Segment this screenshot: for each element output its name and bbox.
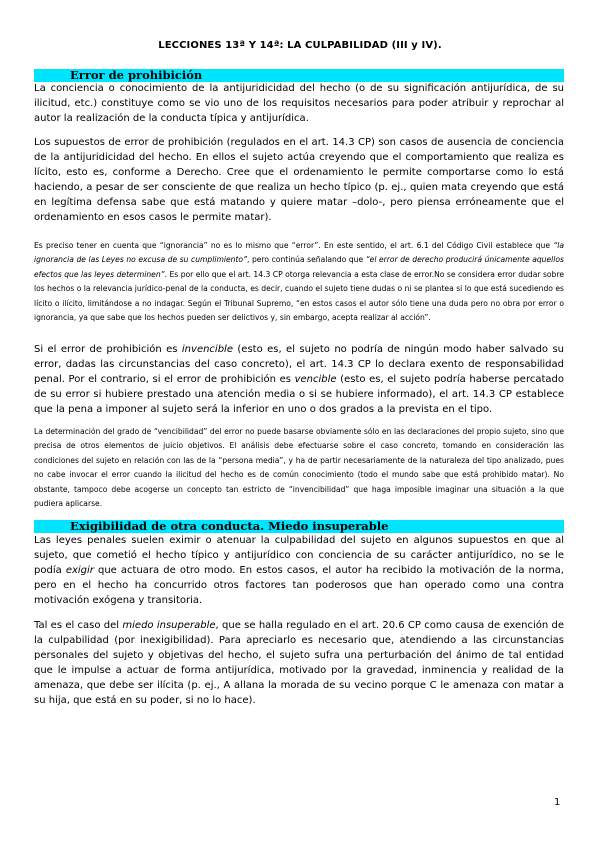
term-exigir: exigir: [65, 565, 94, 576]
heading-error-de-prohibicion: Error de prohibición: [34, 69, 564, 82]
document-title: LECCIONES 13ª Y 14ª: LA CULPABILIDAD (III y IV).: [158, 40, 442, 51]
term-miedo-insuperable: miedo insuperable: [122, 620, 216, 631]
note-ignorancia-error: Es preciso tener en cuenta que “ignorancia” no es lo mismo que “error”. En este sentido, el art. 6.1 del Código Civil establece que “la ignorancia de las Leyes no excusa de su cumplimiento”, pero continúa señalando que “el error de derecho producirá únicamente aquellos efectos que las leyes determinen”. Es por ello que el art. 14.3 CP otorga relevancia a esta clase de error.No se considera error dudar sobre los hechos o la relevancia jurídico-penal de la conducta, es decir, cuando el sujeto tiene dudas o ni se plantea si lo que está sucediendo es lícito o ilícito, limitándose a no indagar. Según el Tribunal Supremo, “en estos casos el autor sólo tiene una duda pero no obra por error o ignorancia, ya que sabe que los hechos pueden ser delictivos y, sin embargo, acepta realizar al acción”.: [34, 241, 565, 323]
paragraph-exigibilidad: Las leyes penales suelen eximir o atenuar la culpabilidad del sujeto en algunos supuestos en que al sujeto, que cometió el hecho típico y antijurídico con conciencia de su carácter antijurídico, no se le podía exigir que actuara de otro modo. En estos casos, el autor ha recibido la motivación de la norma, pero en el hecho ha concurrido otros factores tan poderosos que han operado como una contra motivación exógena y transitoria.: [34, 535, 564, 606]
paragraph-supuestos-error: Los supuestos de error de prohibición (regulados en el art. 14.3 CP) son casos de ausencia de conciencia de la antijuridicidad del hecho. En ellos el sujeto actúa creyendo que el comportamiento que realiza es lícito, esto es, conforme a Derecho. Cree que el ordenamiento le permite comportarse como lo está haciendo, a pesar de ser consciente de que realiza un hecho típico (p. ej., quien mata creyendo que está en legítima defensa sabe que está matando y quiere matar –dolo-, pero piensa erróneamente que el ordenamiento en esos casos le permite matar).: [34, 137, 564, 223]
quote-codigo-civil-1: “la ignorancia de las Leyes no excusa de su cumplimiento”: [34, 241, 564, 265]
paragraph-invencible-vencible: Si el error de prohibición es invencible (esto es, el sujeto no podría de ningún modo haber salvado su error, dadas las circunstancias del caso concreto), el art. 14.3 CP lo declara exento de responsabilidad penal. Por el contrario, si el error de prohibición es vencible (esto es, el sujeto podría haberse percatado de su error si hubiere prestado una atención media o si se hubiere informado), el art. 14.3 CP establece que la pena a imponer al sujeto será la inferior en uno o dos grados a la prevista en el tipo.: [34, 344, 564, 415]
heading-exigibilidad: Exigibilidad de otra conducta. Miedo insuperable: [34, 520, 564, 533]
note-vencibilidad: La determinación del grado de “vencibilidad” del error no puede basarse obviamente sólo en las declaraciones del propio sujeto, sino que precisa de otros elementos de juicio objetivos. El análisis debe efectuarse sobre el caso concreto, tomando en consideración las condiciones del sujeto en relación con las de la “persona media”, y ha de partir necesariamente de la naturaleza del tipo analizado, pues no cabe invocar el error cuando la ilicitud del hecho es de común conocimiento (todo el mundo sabe que está prohibido matar). No obstante, tampoco debe acogerse un concepto tan estricto de “invencibilidad” que haga imposible imaginar una situación a la que pudiera aplicarse.: [34, 427, 564, 509]
quote-codigo-civil-2: “el error de derecho producirá únicamente aquellos efectos que las leyes determinen”: [34, 255, 564, 279]
paragraph-conciencia-antijuridicidad: La conciencia o conocimiento de la antijuridicidad del hecho (o de su significación antijurídica, de su ilicitud, etc.) constituye como se vio uno de los requisitos necesarios para poder atribuir y reprochar al autor la realización de la conducta típica y antijurídica.: [34, 83, 564, 124]
page-number: 1: [554, 797, 561, 808]
paragraph-miedo-insuperable: Tal es el caso del miedo insuperable, que se halla regulado en el art. 20.6 CP como causa de exención de la culpabilidad (por inexigibilidad). Para apreciarlo es necesario que, atendiendo a las circunstancias personales del sujeto y objetivas del hecho, el sujeto sufra una perturbación del ánimo de tal entidad que le impulse a actuar de forma antijurídica, motivado por la gravedad, inminencia y realidad de la amenaza, que debe ser ilícita (p. ej., A allana la morada de su vecino porque C le amenaza con matar a su hija, que está en su poder, si no lo hace).: [34, 620, 565, 706]
term-vencible: vencible: [294, 374, 337, 385]
term-invencible: invencible: [181, 344, 233, 355]
